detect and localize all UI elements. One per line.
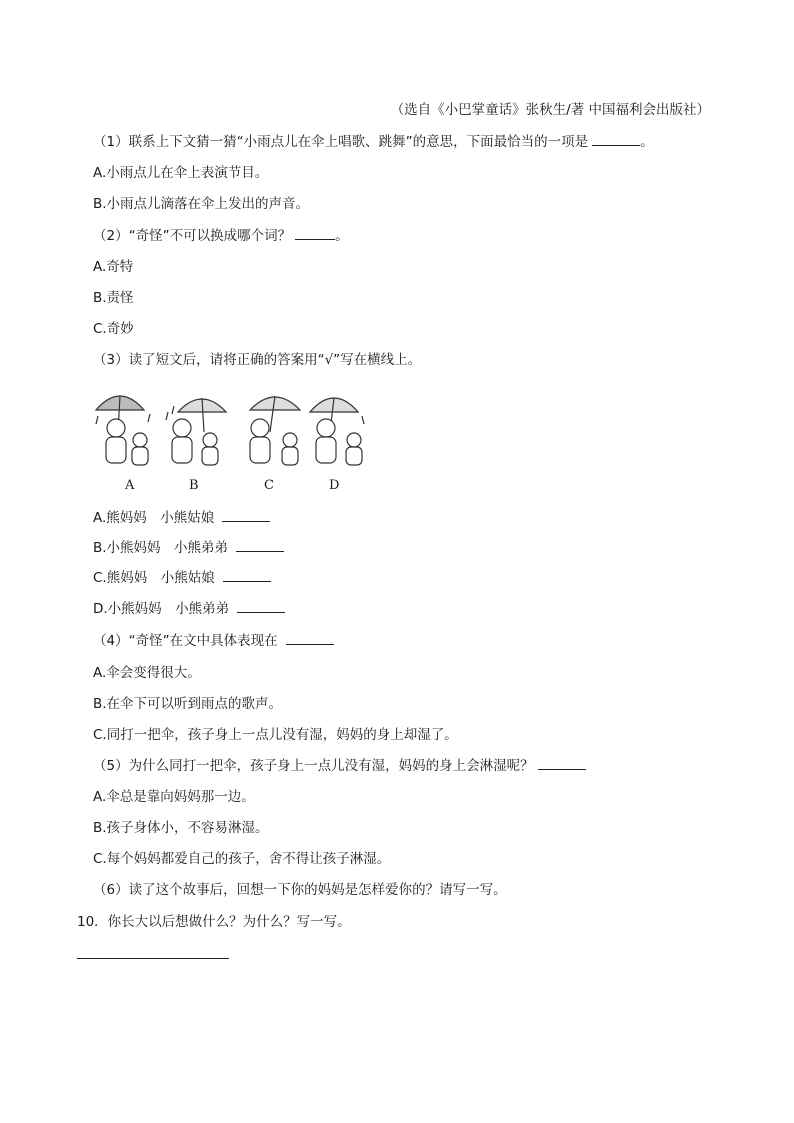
answer-blank[interactable] — [286, 632, 334, 645]
q4-option-b: B.在伞下可以听到雨点的歌声。 — [93, 696, 283, 712]
q3-option-c-text: C.熊妈妈 小熊姑娘 — [93, 570, 215, 586]
q3-option-c — [93, 569, 271, 587]
answer-blank[interactable] — [538, 757, 586, 770]
answer-blank[interactable] — [237, 600, 285, 613]
q1-option-b: B.小雨点儿滴落在伞上发出的声音。 — [93, 196, 310, 212]
scene-a-picture — [96, 396, 150, 465]
q4-option-c: C.同打一把伞，孩子身上一点儿没有湿，妈妈的身上却湿了。 — [93, 727, 458, 743]
q3-option-d-text: D.小熊妈妈 小熊弟弟 — [93, 601, 230, 617]
question-2-stem — [93, 227, 349, 245]
question-4-stem — [93, 632, 334, 650]
q2-option-c: C.奇妙 — [93, 321, 134, 337]
answer-writing-line[interactable] — [77, 958, 229, 959]
q3-option-d — [93, 600, 285, 618]
question-5-stem — [93, 757, 586, 775]
question-3-stem: （3）读了短文后，请将正确的答案用“√”写在横线上。 — [93, 352, 422, 368]
scene-b-picture — [166, 398, 226, 465]
scene-d-picture — [310, 398, 364, 465]
question-2-text: （2）“奇怪”不可以换成哪个词？ — [93, 228, 292, 244]
q5-option-a: A.伞总是靠向妈妈那一边。 — [93, 789, 255, 805]
bears-umbrella-illustration — [92, 382, 368, 476]
q5-option-c: C.每个妈妈都爱自己的孩子，舍不得让孩子淋湿。 — [93, 851, 391, 867]
answer-blank[interactable] — [295, 227, 335, 240]
figure-label-c: C — [264, 478, 274, 493]
q2-option-a: A.奇特 — [93, 259, 134, 275]
q4-option-a: A.伞会变得很大。 — [93, 665, 201, 681]
scene-c-picture — [250, 396, 300, 465]
source-citation: （选自《小巴掌童话》张秋生/著 中国福利会出版社） — [390, 102, 710, 118]
question-1-text: （1）联系上下文猜一猜“小雨点儿在伞上唱歌、跳舞”的意思，下面最恰当的一项是 — [93, 134, 589, 150]
answer-blank[interactable] — [236, 539, 284, 552]
question-2-end: 。 — [335, 228, 349, 244]
answer-blank[interactable] — [222, 509, 270, 522]
figure-label-a: A — [125, 478, 135, 493]
figure-label-b: B — [189, 478, 199, 493]
question-1-end: 。 — [640, 134, 654, 150]
q2-option-b: B.责怪 — [93, 290, 134, 306]
question-6-stem: （6）读了这个故事后，回想一下你的妈妈是怎样爱你的？请写一写。 — [93, 882, 507, 898]
bears-umbrella-figure — [92, 382, 368, 494]
question-10-stem: 10．你长大以后想做什么？为什么？写一写。 — [77, 914, 351, 930]
answer-blank[interactable] — [592, 133, 640, 146]
q5-option-b: B.孩子身体小，不容易淋湿。 — [93, 820, 269, 836]
q1-option-a: A.小雨点儿在伞上表演节目。 — [93, 165, 269, 181]
q3-option-a-text: A.熊妈妈 小熊姑娘 — [93, 510, 215, 526]
question-1-stem — [93, 133, 654, 151]
figure-label-d: D — [329, 478, 340, 493]
answer-blank[interactable] — [223, 569, 271, 582]
q3-option-b — [93, 539, 284, 557]
q3-option-a — [93, 509, 270, 527]
question-4-text: （4）“奇怪”在文中具体表现在 — [93, 633, 278, 649]
question-5-text: （5）为什么同打一把伞，孩子身上一点儿没有湿，妈妈的身上会淋湿呢？ — [93, 758, 534, 774]
q3-option-b-text: B.小熊妈妈 小熊弟弟 — [93, 540, 229, 556]
